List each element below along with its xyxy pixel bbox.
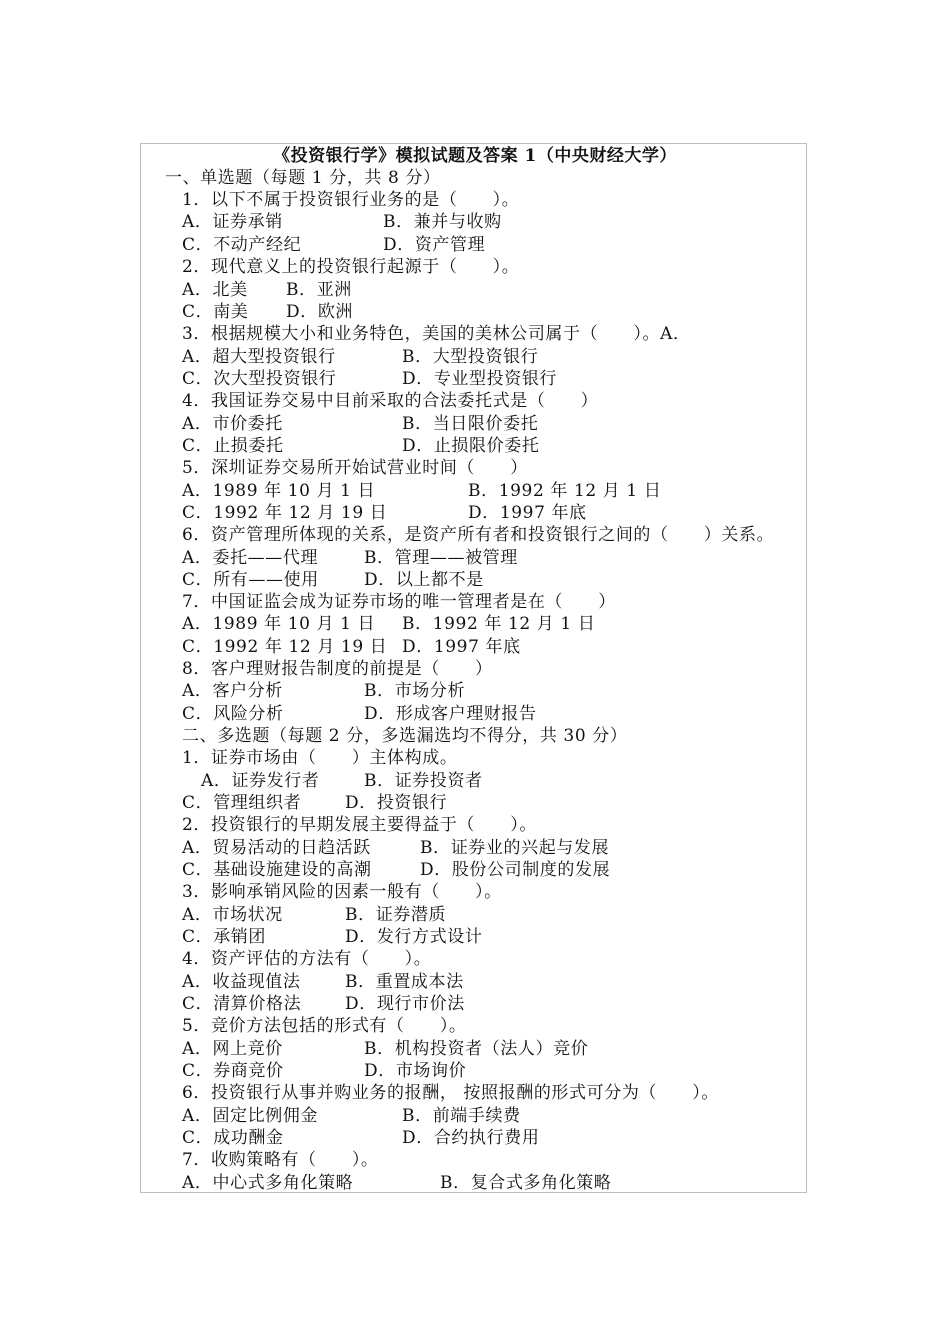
option-d: D．现行市价法 <box>345 994 465 1014</box>
option-b: B．1992 年 12 月 1 日 <box>468 481 662 501</box>
option-b: B．市场分析 <box>364 681 466 701</box>
option-a: A．收益现值法 <box>182 972 301 992</box>
option-b: B．前端手续费 <box>402 1106 521 1126</box>
option-a: A．证券承销 <box>182 212 283 232</box>
option-a: A．委托——代理 <box>182 548 319 568</box>
question-text: 5．深圳证券交易所开始试营业时间（ ） <box>182 458 528 478</box>
option-a: A．市场状况 <box>182 905 283 925</box>
option-c: C．南美 <box>182 302 249 322</box>
option-a: A．1989 年 10 月 1 日 <box>182 614 376 634</box>
option-c: C．所有——使用 <box>182 570 319 590</box>
question-text: 1．以下不属于投资银行业务的是（ ）。 <box>182 190 520 210</box>
document-title: 《投资银行学》模拟试题及答案 1（中央财经大学） <box>273 146 677 166</box>
option-a: A．中心式多角化策略 <box>182 1173 354 1193</box>
option-c: C．1992 年 12 月 19 日 <box>182 637 388 657</box>
option-d: D．市场询价 <box>364 1061 467 1081</box>
option-d: D．以上都不是 <box>364 570 484 590</box>
option-b: B．证券潜质 <box>345 905 447 925</box>
question-text: 5．竞价方法包括的形式有（ ）。 <box>182 1016 467 1036</box>
question-text: 3．根据规模大小和业务特色，美国的美林公司属于（ ）。A． <box>182 324 691 344</box>
option-d: D．合约执行费用 <box>402 1128 540 1148</box>
question-text: 7．中国证监会成为证券市场的唯一管理者是在（ ） <box>182 592 616 612</box>
question-text: 3．影响承销风险的因素一般有（ ）。 <box>182 882 502 902</box>
option-d: D．专业型投资银行 <box>402 369 558 389</box>
question-text: 1．证券市场由（ ）主体构成。 <box>182 748 458 768</box>
option-b: B．亚洲 <box>286 280 352 300</box>
option-d: D．资产管理 <box>383 235 486 255</box>
section-heading: 二、多选题（每题 2 分，多选漏选均不得分，共 30 分） <box>182 726 628 746</box>
option-c: C．承销团 <box>182 927 267 947</box>
option-a: A．北美 <box>182 280 248 300</box>
option-a: A．固定比例佣金 <box>182 1106 319 1126</box>
question-text: 7．收购策略有（ ）。 <box>182 1150 379 1170</box>
option-b: B．证券业的兴起与发展 <box>420 838 610 858</box>
option-a: A．超大型投资银行 <box>182 347 336 367</box>
option-c: C．1992 年 12 月 19 日 <box>182 503 388 523</box>
question-text: 8．客户理财报告制度的前提是（ ） <box>182 659 493 679</box>
option-b: B．兼并与收购 <box>383 212 502 232</box>
option-d: D．形成客户理财报告 <box>364 704 537 724</box>
option-d: D．投资银行 <box>345 793 448 813</box>
question-text: 6．资产管理所体现的关系，是资产所有者和投资银行之间的（ ）关系。 <box>182 525 775 545</box>
option-a: A．1989 年 10 月 1 日 <box>182 481 376 501</box>
section-heading: 一、单选题（每题 1 分，共 8 分） <box>165 168 441 188</box>
question-text: 2．投资银行的早期发展主要得益于（ ）。 <box>182 815 537 835</box>
option-d: D．股份公司制度的发展 <box>420 860 611 880</box>
option-c: C．清算价格法 <box>182 994 302 1014</box>
option-c: C．成功酬金 <box>182 1128 284 1148</box>
option-b: B．复合式多角化策略 <box>440 1173 612 1193</box>
option-c: C．次大型投资银行 <box>182 369 337 389</box>
option-c: C．风险分析 <box>182 704 284 724</box>
option-d: D．1997 年底 <box>402 637 521 657</box>
option-b: B．证券投资者 <box>364 771 483 791</box>
question-text: 4．我国证券交易中目前采取的合法委托式是（ ） <box>182 391 599 411</box>
option-d: D．1997 年底 <box>468 503 587 523</box>
option-a: A．证券发行者 <box>201 771 320 791</box>
option-c: C．管理组织者 <box>182 793 302 813</box>
option-b: B．当日限价委托 <box>402 414 539 434</box>
option-d: D．发行方式设计 <box>345 927 483 947</box>
question-text: 2．现代意义上的投资银行起源于（ ）。 <box>182 257 520 277</box>
option-b: B．重置成本法 <box>345 972 464 992</box>
option-c: C．不动产经纪 <box>182 235 302 255</box>
option-a: A．贸易活动的日趋活跃 <box>182 838 371 858</box>
question-text: 4．资产评估的方法有（ ）。 <box>182 949 432 969</box>
option-a: A．网上竞价 <box>182 1039 283 1059</box>
option-d: D．欧洲 <box>286 302 354 322</box>
option-c: C．止损委托 <box>182 436 284 456</box>
option-c: C．券商竞价 <box>182 1061 284 1081</box>
option-b: B．管理——被管理 <box>364 548 518 568</box>
option-b: B．1992 年 12 月 1 日 <box>402 614 596 634</box>
question-text: 6．投资银行从事并购业务的报酬， 按照报酬的形式可分为（ ）。 <box>182 1083 719 1103</box>
option-b: B．大型投资银行 <box>402 347 539 367</box>
option-d: D．止损限价委托 <box>402 436 540 456</box>
option-a: A．客户分析 <box>182 681 283 701</box>
option-b: B．机构投资者（法人）竞价 <box>364 1039 589 1059</box>
option-c: C．基础设施建设的高潮 <box>182 860 372 880</box>
option-a: A．市价委托 <box>182 414 283 434</box>
